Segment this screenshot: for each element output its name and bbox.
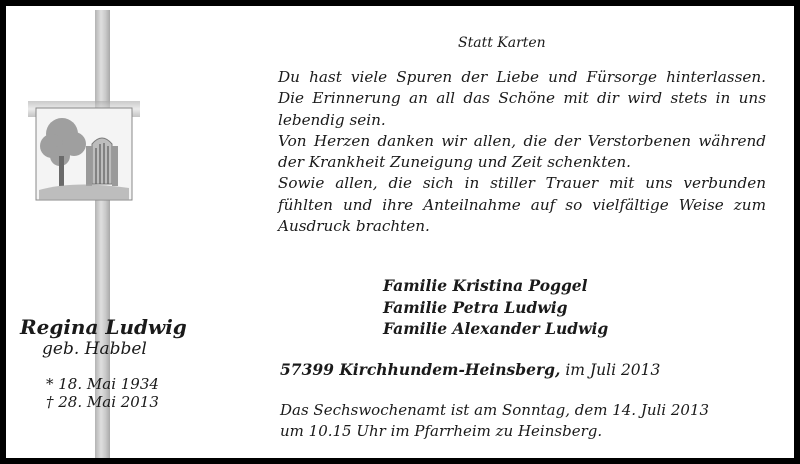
family-list xyxy=(383,275,608,340)
deceased-name: Regina Ludwig xyxy=(20,315,187,339)
tree-gate-picture xyxy=(34,106,134,202)
family-name: Familie Kristina Poggel xyxy=(383,276,588,295)
family-name: Familie Alexander Ludwig xyxy=(383,319,609,338)
maiden-name: geb. Habbel xyxy=(42,339,147,359)
message-line: lebendig sein. xyxy=(278,110,386,129)
message-line: der Krankheit Zuneigung und Zeit schenkten. xyxy=(278,153,631,172)
date: im Juli 2013 xyxy=(565,361,661,379)
place: 57399 Kirchhundem-Heinsberg, xyxy=(280,360,561,379)
thanks-message xyxy=(278,67,766,237)
message-line: Die Erinnerung an all das Schöne mit dir wird stets in uns xyxy=(278,89,766,108)
service-info xyxy=(280,400,709,442)
message-line: Ausdruck brachten. xyxy=(278,217,430,236)
message-line: Von Herzen danken wir allen, die der Verstorbenen während xyxy=(278,131,766,150)
place-date-line xyxy=(280,360,660,379)
family-name: Familie Petra Ludwig xyxy=(383,297,568,317)
death-date: † 28. Mai 2013 xyxy=(46,393,159,411)
message-line: Sowie allen, die sich in stiller Trauer mit uns verbunden xyxy=(278,174,766,193)
service-line: um 10.15 Uhr im Pfarrheim zu Heinsberg. xyxy=(280,422,603,440)
obituary-card xyxy=(6,6,794,458)
message-line: fühlten und ihre Anteilnahme auf so vielfältige Weise zum xyxy=(278,195,766,214)
birth-date: * 18. Mai 1934 xyxy=(46,375,159,393)
service-line: Das Sechswochenamt ist am Sonntag, dem 14. Juli 2013 xyxy=(280,401,710,419)
message-line: Du hast viele Spuren der Liebe und Fürsorge hinterlassen. xyxy=(278,68,766,86)
notice-heading: Statt Karten xyxy=(458,35,546,51)
